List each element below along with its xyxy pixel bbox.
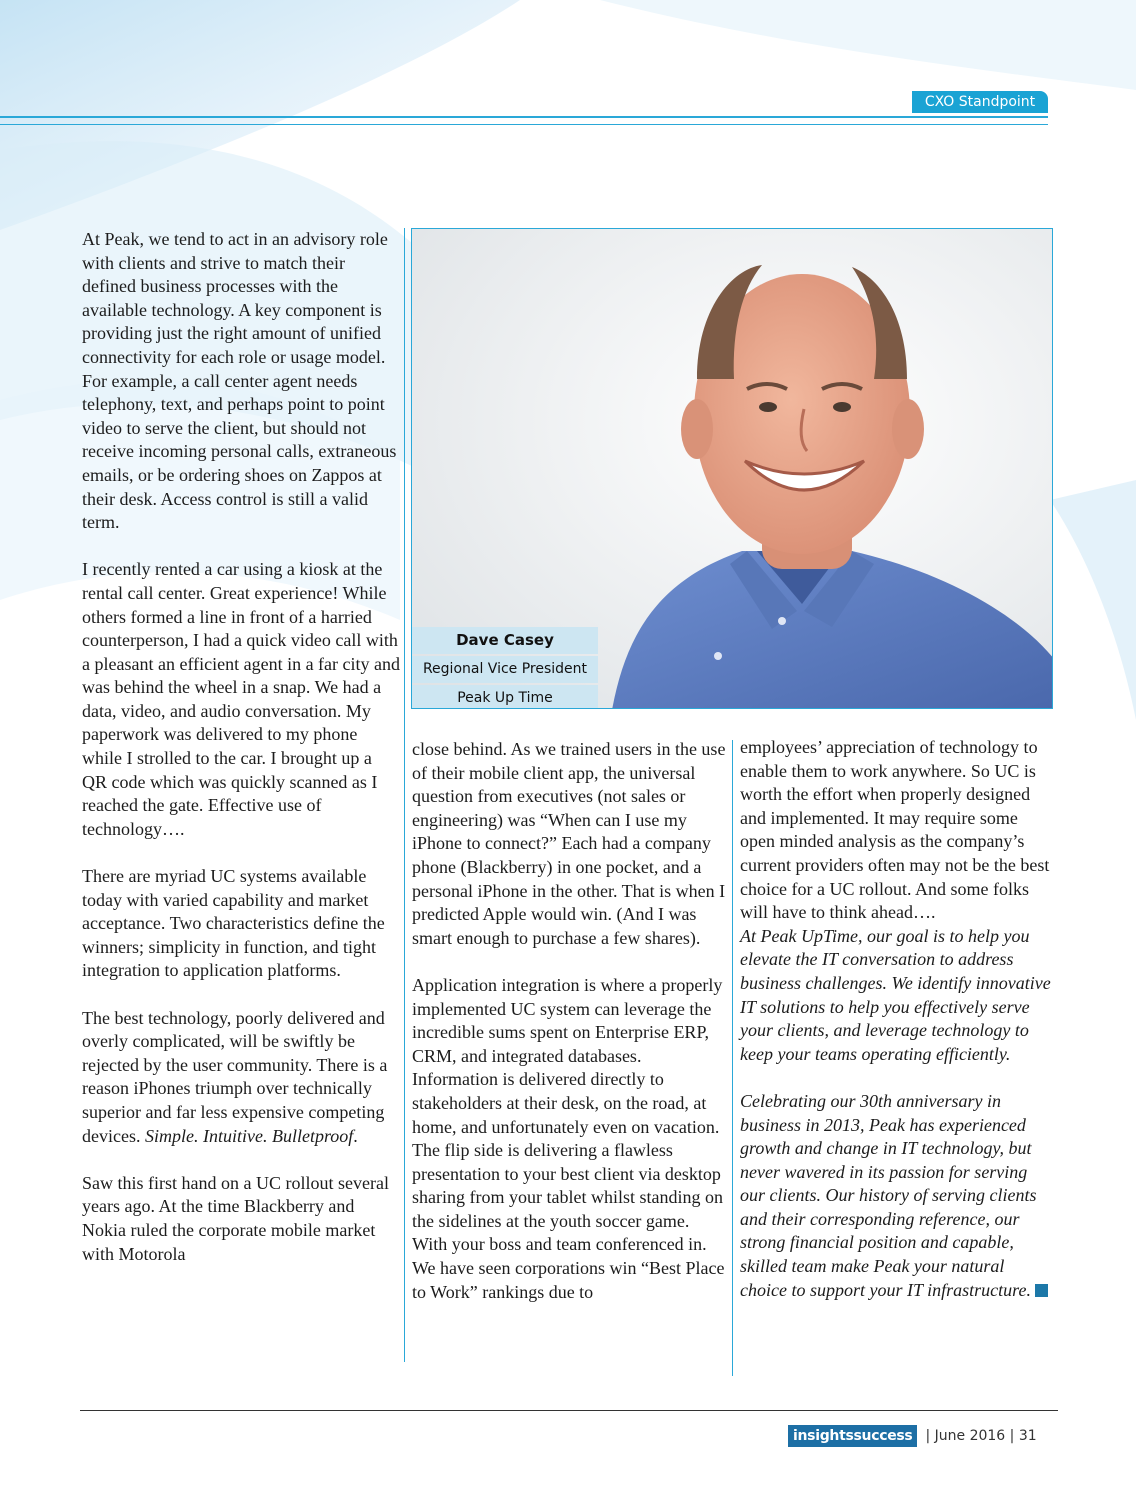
portrait-photo xyxy=(411,228,1053,709)
paragraph: I recently rented a car using a kiosk at the rental call center. Great experience! While others formed a line in front of a harried counterperson, I had a quick video call with a pleasant an efficient agent in a far city and was behind the wheel in a snap. We had a data, video, and audio conversation. My paperwork was delivered to my phone while I strolled to the car. I brought up a QR code which was quickly scanned as I reached the gate. Effective use of technology…. xyxy=(82,559,401,839)
emphasis-text: Simple. Intuitive. Bulletproof xyxy=(144,1125,354,1146)
footer xyxy=(788,1423,1037,1449)
section-tag: CXO Standpoint xyxy=(912,91,1048,113)
paragraph-text: employees’ appreciation of technology to enable them to work anywhere. So UC is worth the effort when properly designed and implemented. It may require some open minded analysis as the company’s current providers often may not be the best choice for a UC rollout. And some folks will have to think ahead…. xyxy=(740,737,1050,923)
paragraph xyxy=(740,736,1055,1066)
paragraph: At Peak, we tend to act in an advisory role with clients and strive to match their defined business processes with the available technology. A key component is providing just the right amount of unified connectivity for each role or usage model. For example, a call center agent needs telephony, text, and perhaps point to point video to serve the client, but should not receive incoming personal calls, extraneous emails, or be ordering shoes on Zappos at their desk. Access control is still a valid term. xyxy=(82,229,397,533)
caption-company: Peak Up Time xyxy=(412,685,598,709)
magazine-logo: insightssuccess xyxy=(788,1425,917,1447)
paragraph xyxy=(82,1007,400,1149)
paragraph-end: . xyxy=(353,1125,358,1146)
footer-rule xyxy=(80,1410,1058,1411)
caption-title: Regional Vice President xyxy=(412,656,598,683)
article-column-2 xyxy=(412,738,728,1328)
issue-info: | June 2016 | 31 xyxy=(925,1428,1037,1444)
article-column-1 xyxy=(82,228,400,1290)
article-column-3 xyxy=(740,736,1055,1326)
paragraph: There are myriad UC systems available today with varied capability and market acceptance. Two characteristics define the winners; simplicity in function, and tight integration to application platforms. xyxy=(82,866,385,981)
paragraph xyxy=(740,1090,1055,1302)
header-rule-thin xyxy=(0,124,1048,125)
company-history: Celebrating our 30th anniversary in business in 2013, Peak has experienced growth and change in IT technology, but never wavered in its passion for serving our clients. Our history of serving clients and their corresponding reference, our strong financial position and capable, skilled team make Peak your natural choice to support your IT infrastructure. xyxy=(740,1090,1037,1300)
column-divider xyxy=(732,740,733,1376)
paragraph: Saw this first hand on a UC rollout several years ago. At the time Blackberry and Nokia ruled the corporate mobile market with Motorola xyxy=(82,1172,389,1264)
paragraph-text: The best technology, poorly delivered and overly complicated, will be swiftly be rejected by the user community. There is a reason iPhones triumph over technically superior and far less expensive competing devices. xyxy=(82,1007,388,1146)
column-divider xyxy=(404,228,405,1362)
company-statement: At Peak UpTime, our goal is to help you elevate the IT conversation to address business challenges. We identify innovative IT solutions to help you effectively serve your clients, and leverage technology to keep your teams operating efficiently. xyxy=(740,925,1051,1064)
caption-name: Dave Casey xyxy=(412,627,598,654)
paragraph: Application integration is where a properly implemented UC system can leverage the incredible sums spent on Enterprise ERP, CRM, and integrated databases. Information is delivered directly to stakeholders at their desk, on the road, at home, and unfortunately even on vacation. The flip side is delivering a flawless presentation to your best client via desktop sharing from your tablet whilst standing on the sidelines at the youth soccer game. With your boss and team conferenced in. We have seen corporations win “Best Place to Work” rankings due to xyxy=(412,974,725,1302)
header-rule xyxy=(0,116,1048,118)
paragraph: close behind. As we trained users in the use of their mobile client app, the universal question from executives (not sales or engineering) was “When can I use my iPhone to connect?” Each had a company phone (Blackberry) in one pocket, and a personal iPhone in the other. That is when I predicted Apple would win. (And I was smart enough to purchase a few shares). xyxy=(412,739,726,948)
end-mark-icon xyxy=(1035,1284,1048,1297)
